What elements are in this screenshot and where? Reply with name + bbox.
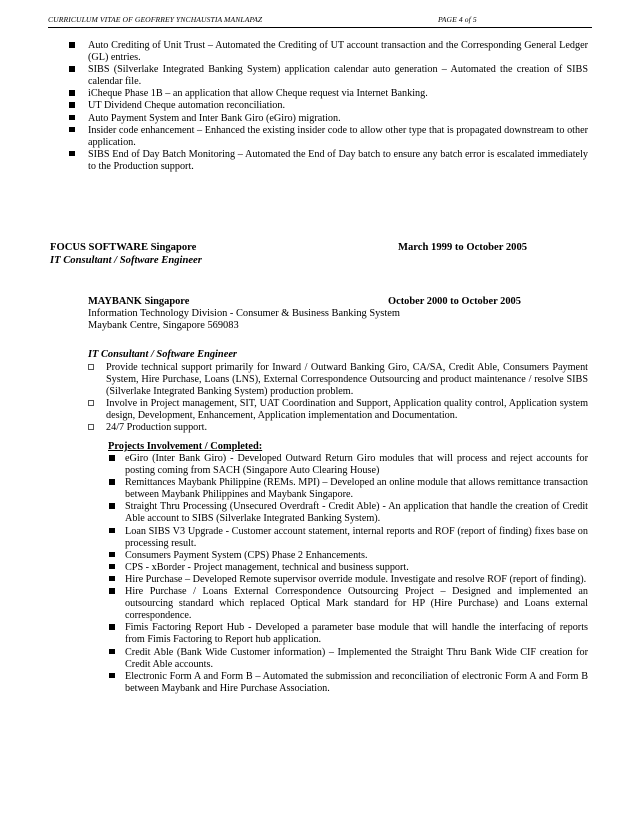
checkbox-bullet-icon: [88, 400, 94, 406]
bullet-icon: [69, 90, 75, 96]
employer-role: IT Consultant / Software Engineer: [50, 255, 202, 266]
bullet-icon: [69, 115, 75, 121]
client-block: [88, 296, 548, 333]
page-number: PAGE 4 of 5: [438, 15, 477, 24]
list-item: eGiro (Inter Bank Giro) - Developed Outward Return Giro modules that will process and reject accounts for posting coming from SACH (Singapore Auto Clearing House): [108, 453, 588, 477]
bullet-icon: [109, 455, 115, 461]
checkbox-bullet-icon: [88, 424, 94, 430]
bullet-icon: [69, 66, 75, 72]
list-item: Auto Payment System and Inter Bank Giro (eGiro) migration.: [68, 113, 588, 125]
list-item: Auto Crediting of Unit Trust – Automated the Crediting of UT account transaction and the Corresponding General Ledger (GL) entries.: [68, 40, 588, 64]
client-division: Information Technology Division - Consumer & Business Banking System: [88, 308, 400, 320]
bullet-icon: [69, 127, 75, 133]
client-address: Maybank Centre, Singapore 569083: [88, 320, 239, 332]
previous-projects-list: [68, 40, 588, 173]
employer-period: March 1999 to October 2005: [398, 242, 528, 253]
list-item: Remittances Maybank Philippine (REMs. MPI) – Developed an online module that allows remittance transaction between Maybank Philippines and Maybank Singapore.: [108, 477, 588, 501]
list-item: UT Dividend Cheque automation reconciliation.: [68, 100, 588, 112]
list-item: Involve in Project management, SIT, UAT Coordination and Support, Application quality control, Application system design, Development, Enhancement, Application implementation and Documentation.: [88, 398, 588, 422]
list-item: Hire Purchase – Developed Remote supervisor override module. Investigate and resolve ROF (report of finding).: [108, 574, 588, 586]
list-item: Credit Able (Bank Wide Customer information) – Implemented the Straight Thru Bank Wide CIF creation for Credit Able accounts.: [108, 647, 588, 671]
page-header: [48, 15, 592, 28]
projects-list: [108, 453, 588, 695]
list-item: 24/7 Production support.: [88, 422, 588, 434]
list-item: Insider code enhancement – Enhanced the existing insider code to allow other type that is propagated downstream to other application.: [68, 125, 588, 149]
bullet-icon: [109, 649, 115, 655]
list-item: SIBS End of Day Batch Monitoring – Automated the End of Day batch to ensure any batch error is escalated immediately to the Production support.: [68, 149, 588, 173]
list-item: Straight Thru Processing (Unsecured Overdraft - Credit Able) - An application that handle the creation of Credit Able account to SIBS (Silverlake Integrated Banking System).: [108, 501, 588, 525]
client-period: October 2000 to October 2005: [388, 296, 521, 307]
bullet-icon: [109, 673, 115, 679]
projects-heading: Projects Involvement / Completed:: [108, 441, 263, 452]
bullet-icon: [109, 528, 115, 534]
employer-heading: [50, 242, 590, 253]
client-name: MAYBANK Singapore: [88, 296, 190, 307]
client-role: IT Consultant / Software Engineer: [88, 349, 237, 360]
list-item: Electronic Form A and Form B – Automated the submission and reconciliation of electronic Form A and Form B between Maybank and Hire Purchase Association.: [108, 671, 588, 695]
bullet-icon: [109, 552, 115, 558]
checkbox-bullet-icon: [88, 364, 94, 370]
list-item: CPS - xBorder - Project management, technical and business support.: [108, 562, 588, 574]
bullet-icon: [109, 564, 115, 570]
list-item: Provide technical support primarily for Inward / Outward Banking Giro, CA/SA, Credit Able, Consumers Payment System, Hire Purchase, Loans (LNS), External Correspondence Outsourcing and product maintenance / resolve SIBS (Silverlake Integrated Banking System) production problem.: [88, 362, 588, 398]
list-item: Loan SIBS V3 Upgrade - Customer account statement, internal reports and ROF (report of finding) fixes base on processing result.: [108, 526, 588, 550]
bullet-icon: [109, 624, 115, 630]
bullet-icon: [109, 576, 115, 582]
bullet-icon: [69, 151, 75, 157]
bullet-icon: [69, 42, 75, 48]
list-item: Fimis Factoring Report Hub - Developed a parameter base module that will handle the interfacing of reports from Fimis Factoring to Report hub application.: [108, 622, 588, 646]
bullet-icon: [109, 503, 115, 509]
employer-name: FOCUS SOFTWARE Singapore: [50, 242, 197, 253]
list-item: SIBS (Silverlake Integrated Banking System) application calendar auto generation – Automated the creation of SIBS calendar file.: [68, 64, 588, 88]
header-title: CURRICULUM VITAE OF GEOFRREY YNCHAUSTIA MANLAPAZ: [48, 15, 263, 24]
bullet-icon: [69, 102, 75, 108]
bullet-icon: [109, 479, 115, 485]
list-item: Consumers Payment System (CPS) Phase 2 Enhancements.: [108, 550, 588, 562]
duties-list: [88, 362, 588, 435]
bullet-icon: [109, 588, 115, 594]
list-item: Hire Purchase / Loans External Correspondence Outsourcing Project – Designed and implemented an outsourcing standard which replaced Optical Mark standard for HP (Hire Purchase) and Loans external correspondence.: [108, 586, 588, 622]
list-item: iCheque Phase 1B – an application that allow Cheque request via Internet Banking.: [68, 88, 588, 100]
